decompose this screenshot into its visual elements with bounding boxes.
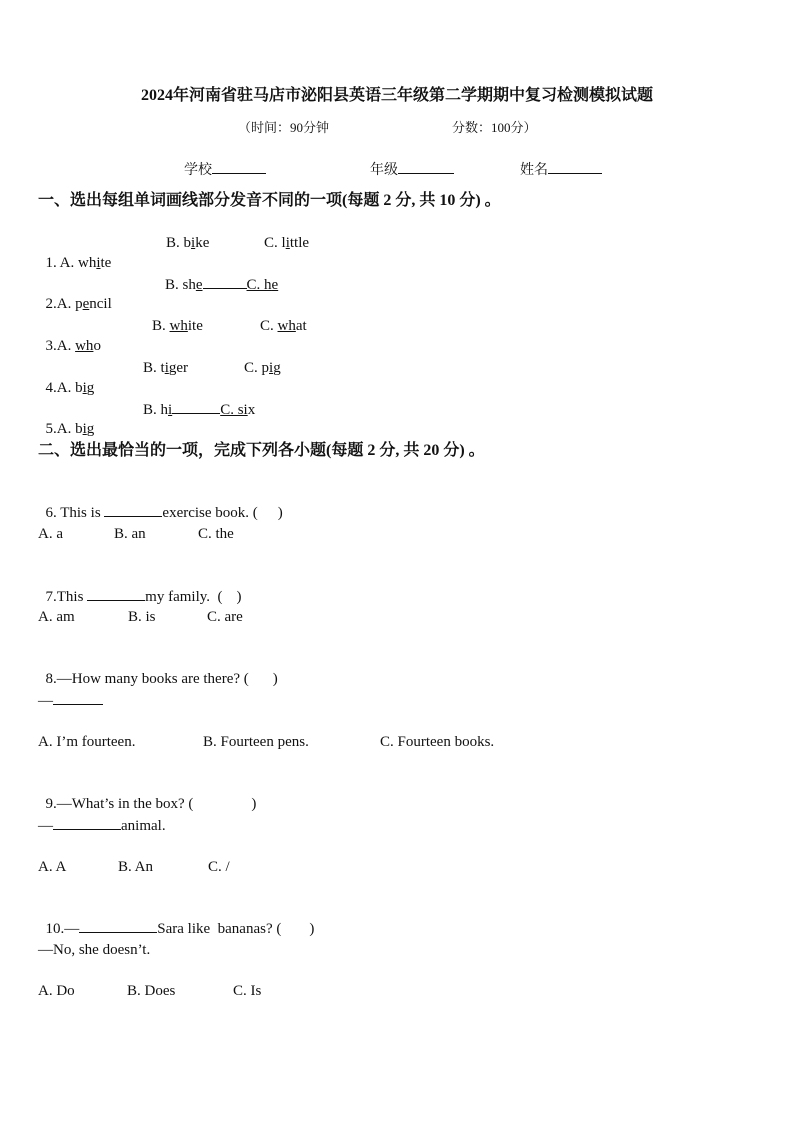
option-b: B. an [114, 526, 146, 542]
name-field [520, 159, 602, 181]
name-blank [548, 159, 602, 174]
option-a-text: .A. b [53, 421, 83, 437]
question-number: 7 [45, 589, 53, 605]
question-number: 5 [45, 421, 53, 437]
option-c: C. are [207, 609, 243, 625]
option-a-text: .A. b [53, 380, 83, 396]
option-b-text: ite [187, 318, 203, 334]
option-b-text: B. [152, 318, 170, 334]
question-5 [38, 399, 94, 439]
underlined-part: i [82, 380, 87, 396]
question-2-option-b [165, 274, 278, 295]
option-c: C. Is [233, 983, 262, 999]
question-text: Sara like bananas? ( [157, 921, 282, 937]
question-8 [38, 649, 278, 689]
answer-blank [53, 815, 121, 830]
option-a: A. a [38, 526, 63, 542]
option-b-text: B. b [166, 235, 192, 251]
option-c-text: C. h [246, 277, 272, 293]
option-c-text: C. [260, 318, 278, 334]
question-number: 1 [45, 255, 53, 271]
answer-line: —No, she doesn’t. [38, 942, 151, 958]
option-a-text: .A. [53, 338, 76, 354]
question-6 [38, 482, 283, 523]
question-text: .—How many books are there? ( [53, 671, 249, 687]
option-c-text: g [273, 360, 281, 376]
option-c-text: C. l [264, 235, 286, 251]
question-3 [38, 316, 101, 356]
grade-field [370, 159, 454, 181]
option-c: C. / [208, 859, 230, 875]
question-number: 2 [45, 296, 53, 312]
option-a-text: .A. p [53, 296, 83, 312]
question-text: . This is [53, 505, 105, 521]
option-a-text: o [93, 338, 101, 354]
dash: — [38, 693, 53, 709]
underlined-part: e [195, 277, 203, 293]
option-b: B. Fourteen pens. [203, 734, 309, 750]
option-a: A. Do [38, 983, 75, 999]
answer-paren: ) [272, 671, 278, 687]
option-b-text: B. t [143, 360, 165, 376]
question-3-option-b [152, 316, 203, 336]
page-title: 2024年河南省驻马店市泌阳县英语三年级第二学期期中复习检测模拟试题 [140, 87, 653, 104]
underlined-part: i [164, 360, 169, 376]
underlined-part: i [82, 421, 87, 437]
option-c-text: C. s [220, 402, 244, 418]
question-4 [38, 358, 94, 398]
underlined-part: e [271, 277, 279, 293]
question-number: 3 [45, 338, 53, 354]
underlined-part: i [96, 255, 101, 271]
grade-label: 年级 [370, 163, 398, 178]
underlined-part: i [168, 402, 173, 418]
option-a-text: te [100, 255, 112, 271]
name-label: 姓名 [520, 163, 548, 178]
question-text: my family. ( [145, 589, 223, 605]
option-b: B. An [118, 859, 154, 875]
question-4-option-b [143, 358, 188, 378]
option-c-text: x [247, 402, 256, 418]
option-b: B. is [128, 609, 156, 625]
question-number: 10 [45, 921, 61, 937]
underlined-part: e [82, 296, 90, 312]
answer-blank [79, 918, 157, 933]
question-text: .—What’s in the box? ( [53, 796, 194, 812]
question-7 [38, 566, 242, 607]
question-text: animal. [121, 818, 166, 834]
underlined-part: i [269, 360, 274, 376]
answer-blank [104, 502, 162, 517]
question-2 [38, 274, 112, 314]
question-1-option-b [166, 233, 209, 253]
question-9 [38, 774, 256, 814]
underline-gap [172, 399, 220, 414]
option-a: A. am [38, 609, 75, 625]
answer-paren: ) [236, 589, 242, 605]
underlined-part: i [243, 402, 248, 418]
question-3-option-c [260, 316, 307, 336]
underlined-part: wh [277, 318, 296, 334]
option-c-text: C. p [244, 360, 270, 376]
school-blank [212, 159, 266, 174]
question-1 [38, 233, 111, 273]
question-text: .— [60, 921, 80, 937]
question-1-option-c [264, 233, 309, 253]
option-a: A. I’m fourteen. [38, 734, 136, 750]
answer-paren: ) [251, 796, 257, 812]
exam-time: （时间：90分钟 [238, 120, 330, 135]
question-text: .This [53, 589, 88, 605]
option-a-text: g [86, 380, 95, 396]
option-a-text: g [86, 421, 95, 437]
option-b-text: B. sh [165, 277, 196, 293]
option-c: C. the [198, 526, 234, 542]
dash: — [38, 818, 53, 834]
question-text: exercise book. ( [162, 505, 258, 521]
option-b: B. Does [127, 983, 176, 999]
question-number: 8 [45, 671, 53, 687]
answer-paren: ) [309, 921, 315, 937]
section-heading: 一、选出每组单词画线部分发音不同的一项(每题 2 分, 共 10 分) 。 [38, 192, 501, 209]
underlined-part: wh [75, 338, 94, 354]
question-5-option-b [143, 399, 255, 420]
option-c-text: at [295, 318, 307, 334]
underlined-part: i [191, 235, 196, 251]
option-a-text: . A. wh [53, 255, 97, 271]
answer-paren: ) [277, 505, 283, 521]
option-c: C. Fourteen books. [380, 734, 495, 750]
question-number: 6 [45, 505, 53, 521]
option-c-text: ttle [289, 235, 310, 251]
school-field [184, 159, 266, 181]
option-b-text: ger [168, 360, 189, 376]
underlined-part: i [285, 235, 290, 251]
section-heading: 二、选出最恰当的一项，完成下列各小题(每题 2 分, 共 20 分) 。 [38, 442, 485, 459]
underlined-part: wh [169, 318, 188, 334]
school-label: 学校 [184, 163, 212, 178]
question-4-option-c [244, 358, 281, 378]
option-b-text: B. h [143, 402, 169, 418]
question-number: 9 [45, 796, 53, 812]
answer-blank [53, 690, 103, 705]
question-10 [38, 898, 314, 939]
option-b-text: ke [195, 235, 210, 251]
underline-gap [203, 274, 247, 289]
answer-line [38, 690, 103, 711]
question-number: 4 [45, 380, 53, 396]
option-a: A. A [38, 859, 67, 875]
exam-score: 分数：100分） [452, 120, 537, 135]
answer-line [38, 815, 166, 836]
grade-blank [398, 159, 454, 174]
option-a-text: ncil [89, 296, 112, 312]
answer-blank [87, 586, 145, 601]
